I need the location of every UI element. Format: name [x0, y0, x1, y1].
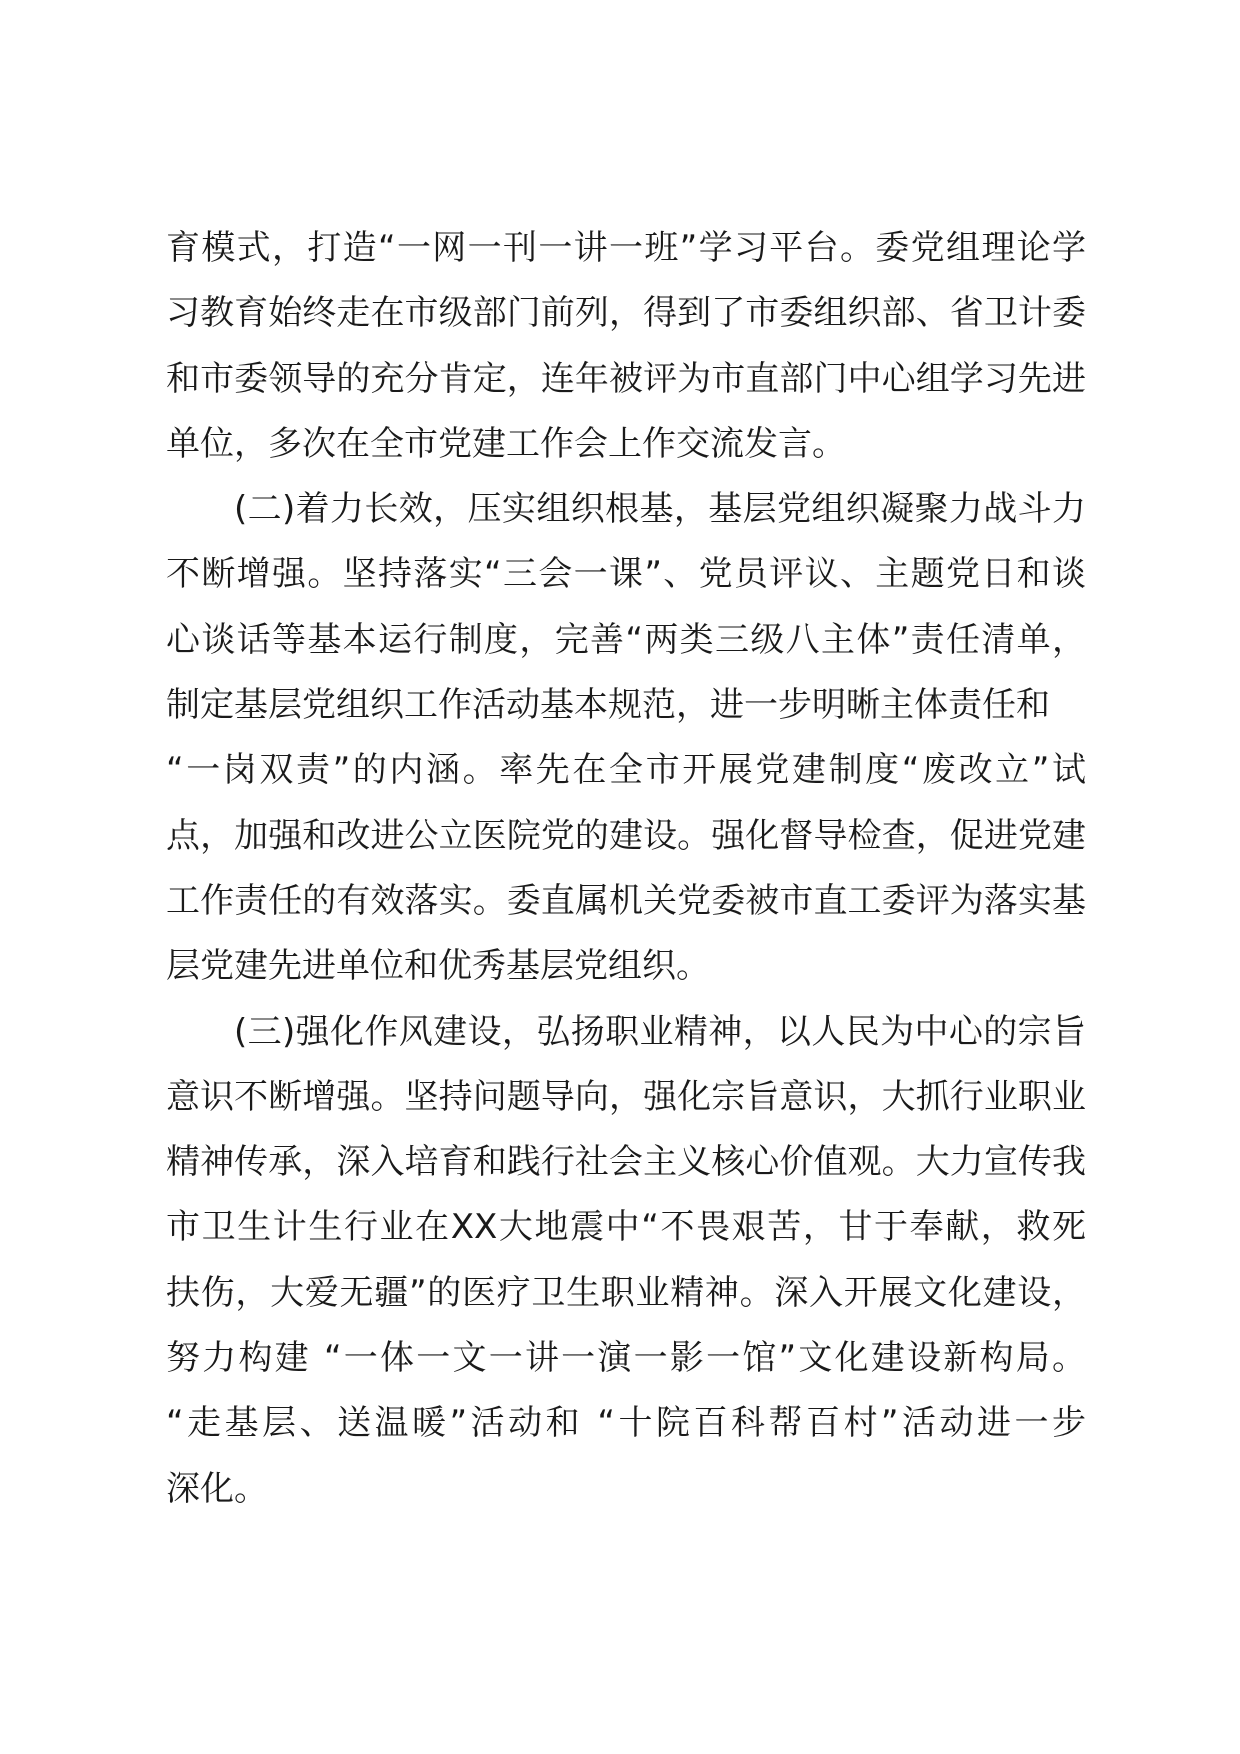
text-line: (三)强化作风建设，弘扬职业精神，以人民为中心的宗旨 — [234, 1011, 1086, 1052]
text-line: 单位，多次在全市党建工作会上作交流发言。 — [166, 423, 846, 464]
text-line: 制定基层党组织工作活动基本规范，进一步明晰主体责任和 — [166, 685, 1050, 726]
body-text — [166, 228, 1086, 1534]
text-line: 扶伤，大爱无疆”的医疗卫生职业精神。深入开展文化建设， — [166, 1272, 1086, 1313]
text-line: 深化。 — [166, 1468, 268, 1509]
text-line: 心谈话等基本运行制度，完善“两类三级八主体”责任清单， — [166, 619, 1086, 660]
text-line: (二)着力长效，压实组织根基，基层党组织凝聚力战斗力 — [234, 489, 1086, 530]
text-line: 习教育始终走在市级部门前列，得到了市委组织部、省卫计委 — [166, 293, 1086, 334]
text-line: 层党建先进单位和优秀基层党组织。 — [166, 946, 710, 987]
text-line: 点，加强和改进公立医院党的建设。强化督导检查，促进党建 — [166, 815, 1086, 856]
text-line: “走基层、送温暖”活动和 “十院百科帮百村”活动进一步 — [166, 1403, 1086, 1444]
text-line: 和市委领导的充分肯定，连年被评为市直部门中心组学习先进 — [166, 358, 1086, 399]
text-line: 意识不断增强。坚持问题导向，强化宗旨意识，大抓行业职业 — [166, 1076, 1086, 1117]
text-line: “一岗双责”的内涵。率先在全市开展党建制度“废改立”试 — [166, 750, 1086, 791]
text-line: 育模式，打造“一网一刊一讲一班”学习平台。委党组理论学 — [166, 228, 1086, 268]
text-line: 努力构建 “一体一文一讲一演一影一馆”文化建设新构局。 — [166, 1338, 1086, 1379]
text-line: 工作责任的有效落实。委直属机关党委被市直工委评为落实基 — [166, 880, 1086, 921]
text-line: 不断增强。坚持落实“三会一课”、党员评议、主题党日和谈 — [166, 554, 1086, 595]
text-line: 精神传承，深入培育和践行社会主义核心价值观。大力宣传我 — [166, 1142, 1086, 1183]
text-line: 市卫生计生行业在XX大地震中“不畏艰苦，甘于奉献，救死 — [166, 1207, 1086, 1248]
